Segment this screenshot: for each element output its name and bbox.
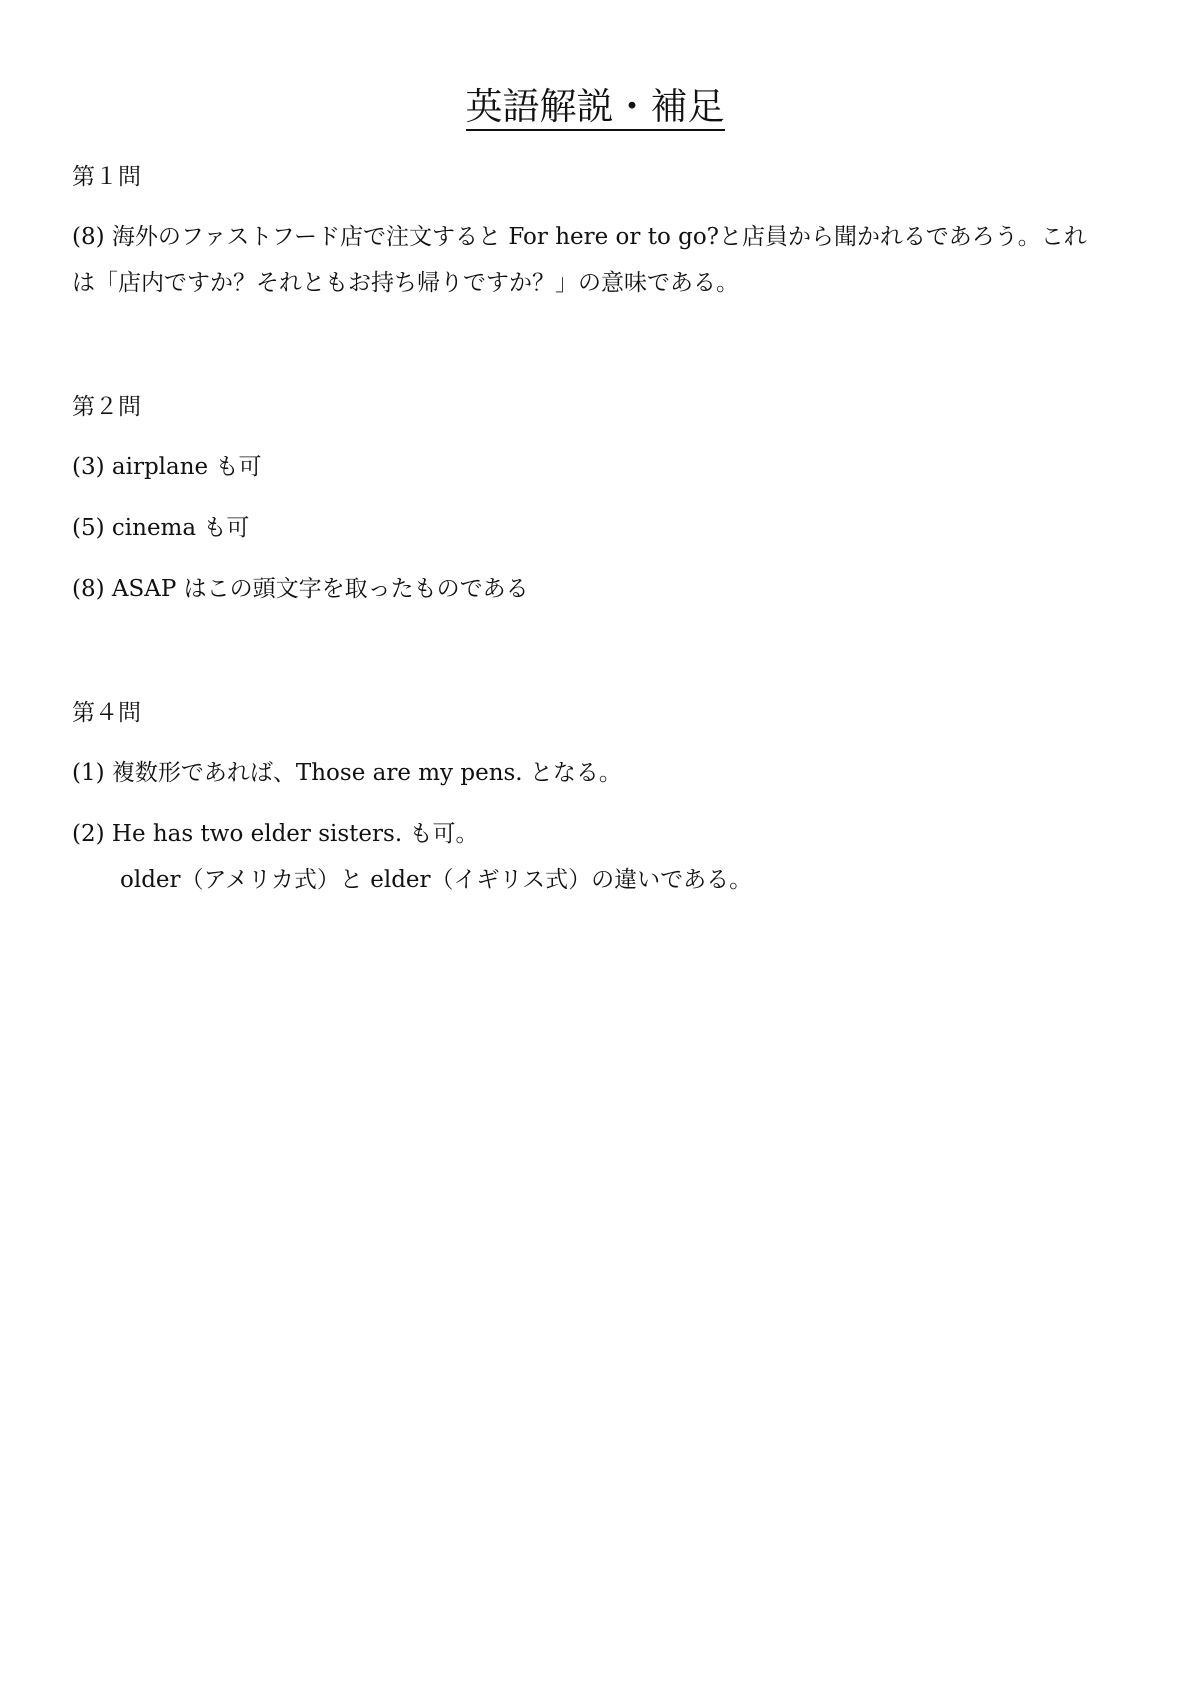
note-line: (2) He has two elder sisters. も可。 [72,821,479,847]
note-line: (5) cinema も可 [72,515,250,541]
note-line: (8) ASAP はこの頭文字を取ったものである [72,576,529,602]
page-title-text: 英語解説・補足 [466,85,725,131]
note-line: older（アメリカ式）と elder（イギリス式）の違いである。 [120,867,753,893]
note-line: (8) 海外のファストフード店で注文すると For here or to go?と店員から聞かれるであろう。これ [72,224,1087,250]
note-line: (3) airplane も可 [72,454,262,480]
section-heading: 第２問 [72,394,141,420]
note-line: は「店内ですか？それともお持ち帰りですか？」の意味である。 [72,270,739,296]
note-line: (1) 複数形であれば、Those are my pens. となる。 [72,760,622,786]
page-title [0,82,1190,132]
section-heading: 第１問 [72,164,141,190]
section-heading: 第４問 [72,700,141,726]
